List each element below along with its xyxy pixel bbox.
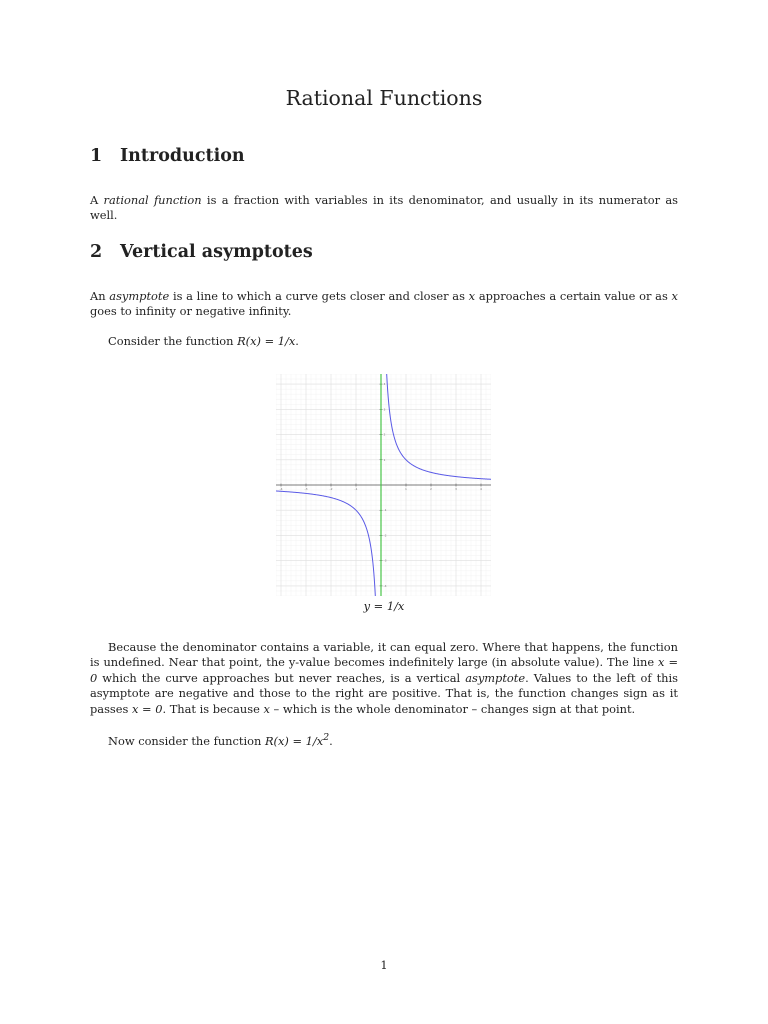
y-tick-label: -1 (383, 508, 387, 513)
section-title: Introduction (120, 146, 245, 166)
figure-caption (0, 599, 768, 613)
text-span: A (90, 193, 104, 207)
intro-paragraph (90, 193, 678, 224)
text-span: which the curve approaches but never reaches, is a vertical (97, 670, 466, 685)
consider-second-function-paragraph (90, 730, 678, 749)
text-span: Consider the function (108, 334, 238, 348)
text-span: approaches a certain value or as (475, 289, 672, 303)
x-tick-label: -3 (304, 487, 308, 491)
text-span: . (295, 334, 299, 348)
math-exponent: 2 (323, 732, 330, 743)
text-span: Now consider the function (108, 733, 265, 748)
x-tick-label: -1 (354, 487, 358, 491)
emphasized-term: rational function (103, 193, 202, 207)
x-tick-label: 1 (405, 487, 407, 491)
x-tick-label: -4 (279, 487, 283, 491)
text-span: An (90, 289, 110, 303)
x-tick-label: -2 (329, 487, 333, 491)
y-tick-label: 3 (383, 407, 386, 412)
y-tick-label: 1 (383, 457, 386, 462)
x-tick-label: 2 (430, 487, 432, 491)
page-title: Rational Functions (285, 86, 483, 110)
y-tick-label: -2 (383, 533, 387, 538)
emphasized-term: asymptote (109, 289, 170, 303)
y-tick-label: -3 (383, 558, 387, 563)
text-span: . (329, 733, 333, 748)
asymptote-definition-paragraph (90, 289, 678, 320)
section-heading-vertical-asymptotes (90, 242, 313, 262)
math-variable: x (263, 701, 270, 716)
text-span: goes to infinity or negative infinity. (90, 304, 292, 319)
explanation-paragraph (90, 640, 678, 717)
y-tick-label: 2 (383, 432, 386, 437)
math-expression: R(x) = 1/x (264, 733, 324, 748)
text-span: – which is the whole denominator – changes sign at that point. (269, 701, 636, 716)
section-number: 1 (90, 146, 103, 166)
section-title: Vertical asymptotes (120, 242, 313, 262)
text-span: . That is because (162, 701, 264, 716)
text-span: is a fraction with variables in its denominator, and usually in its numerator as well. (90, 193, 678, 223)
math-expression: x = 0 (90, 655, 678, 685)
curve-positive-branch (387, 374, 491, 479)
math-variable: x (468, 289, 476, 303)
x-tick-label: 3 (455, 487, 457, 491)
section-number: 2 (90, 242, 103, 262)
section-heading-introduction (90, 146, 245, 166)
y-tick-label: -4 (383, 583, 387, 588)
text-span: Because the denominator contains a variable, it can equal zero. Where that happens, the function is undefined. Near that point, the y-value becomes indefinitely large (in absolute value). The line (90, 640, 678, 670)
math-variable: x (671, 289, 678, 303)
math-expression: x = 0 (131, 701, 163, 716)
x-tick-label: 4 (480, 487, 482, 491)
text-span: is a line to which a curve gets closer and closer as (169, 289, 469, 303)
page-number: 1 (380, 958, 388, 972)
reciprocal-function-plot (276, 374, 491, 596)
caption-math: y = 1/x (363, 599, 405, 613)
y-tick-label: 4 (383, 382, 386, 387)
emphasized-term: asymptote (465, 670, 526, 685)
consider-function-paragraph (90, 334, 678, 349)
text-span: . Values to the left of this asymptote are negative and those to the right are positive. That is, the function changes sign as it passes (90, 670, 678, 716)
math-expression: R(x) = 1/x (237, 334, 296, 348)
